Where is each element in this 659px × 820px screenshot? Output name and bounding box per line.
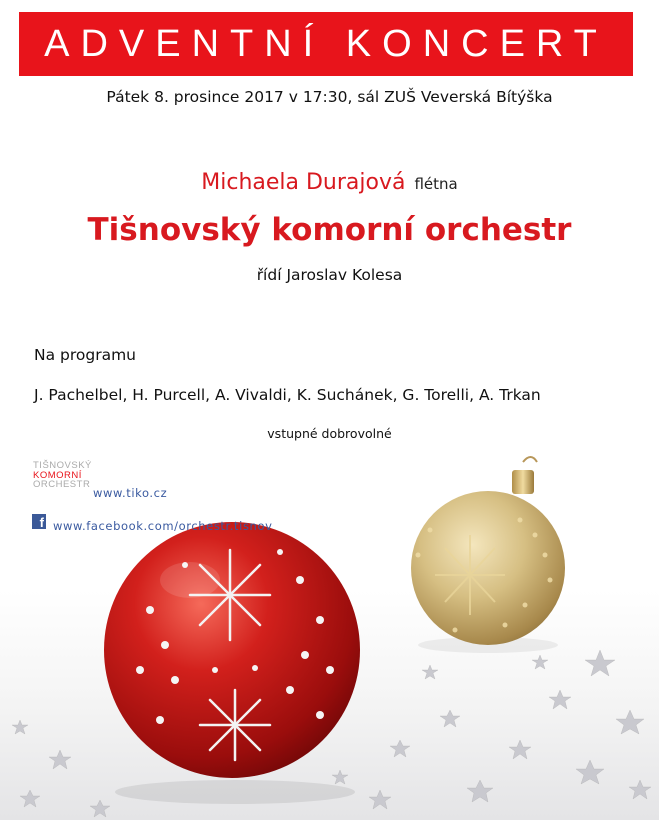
- composer-list: J. Pachelbel, H. Purcell, A. Vivaldi, K. Suchánek, G. Torelli, A. Trkan: [34, 386, 541, 404]
- orchestra-logo: TIŠNOVSKÝ KOMORNÍ ORCHESTR: [33, 460, 92, 490]
- conductor: řídí Jaroslav Kolesa: [256, 266, 403, 284]
- program-heading: Na programu: [34, 346, 137, 364]
- orchestra-name: Tišnovský komorní orchestr: [87, 212, 572, 248]
- date-venue: Pátek 8. prosince 2017 v 17:30, sál ZUŠ Veverská Bítýška: [106, 88, 553, 106]
- admission-note: vstupné dobrovolné: [267, 426, 392, 441]
- title-banner: [19, 12, 633, 76]
- website-link[interactable]: www.tiko.cz: [93, 486, 168, 500]
- soloist: [0, 170, 659, 195]
- soloist-instrument: flétna: [414, 175, 458, 193]
- soloist-name: Michaela Durajová: [201, 170, 406, 195]
- page-title: ADVENTNÍ KONCERT: [44, 22, 608, 65]
- facebook-icon[interactable]: f: [32, 514, 46, 529]
- facebook-link[interactable]: www.facebook.com/orchestr.tisnov: [53, 519, 273, 533]
